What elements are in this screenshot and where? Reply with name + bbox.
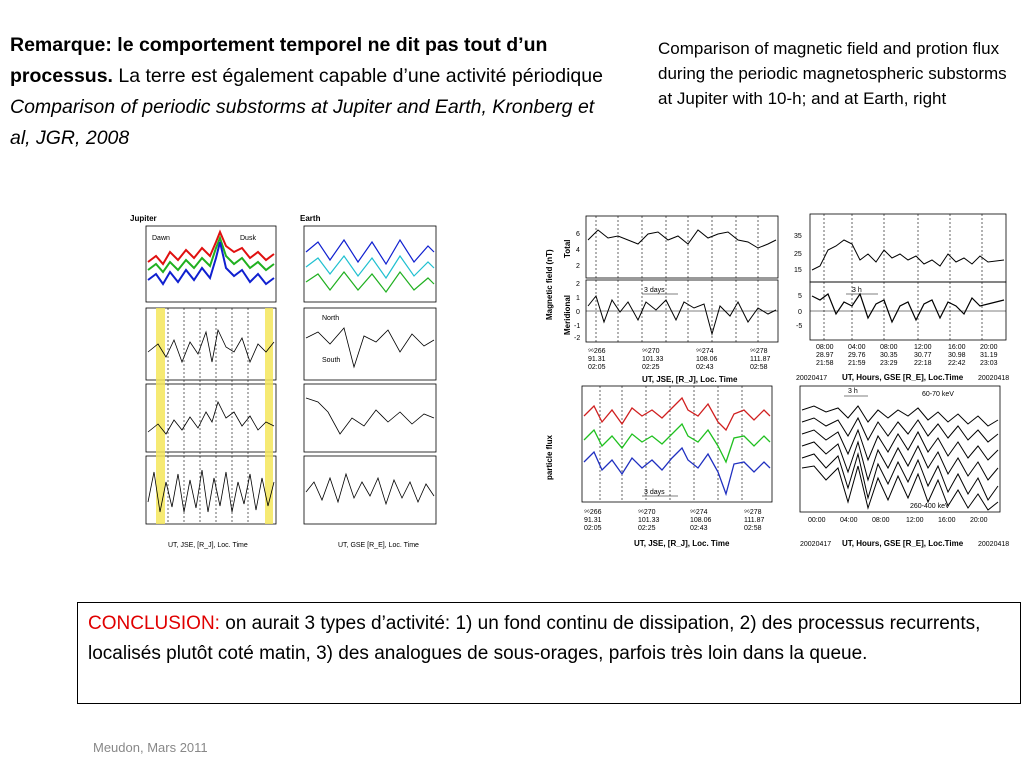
jupiter-panels bbox=[146, 226, 276, 524]
svg-text:-2: -2 bbox=[574, 335, 581, 342]
svg-text:02:58: 02:58 bbox=[744, 525, 762, 532]
svg-text:0: 0 bbox=[798, 309, 802, 316]
earth-time-ticks-top bbox=[816, 344, 998, 367]
three-days-label-bottom: 3 days bbox=[644, 489, 665, 496]
svg-text:6: 6 bbox=[576, 231, 580, 238]
svg-text:21:59: 21:59 bbox=[848, 360, 866, 367]
svg-text:04:00: 04:00 bbox=[840, 517, 858, 524]
earth-dashed-lines-right bbox=[824, 214, 982, 340]
jupiter-time-ticks-top bbox=[588, 348, 770, 371]
earth-flux-panel bbox=[800, 386, 1000, 512]
svg-text:⁹⁶266: ⁹⁶266 bbox=[584, 509, 602, 516]
jupiter-axis-label-top: UT, JSE, [R_J], Loc. Time bbox=[642, 375, 738, 384]
svg-text:108.06: 108.06 bbox=[690, 517, 712, 524]
meridional-label: Meridional bbox=[563, 294, 572, 335]
jupiter-flux-dashed-lines bbox=[600, 386, 742, 502]
jupiter-label: Jupiter bbox=[130, 214, 157, 223]
jupiter-spectral-index bbox=[148, 470, 274, 512]
svg-text:2: 2 bbox=[576, 281, 580, 288]
jupiter-axis-label-bottom: UT, JSE, [R_J], Loc. Time bbox=[634, 539, 730, 548]
svg-text:29.76: 29.76 bbox=[848, 352, 866, 359]
svg-text:111.87: 111.87 bbox=[750, 356, 771, 363]
figure-caption: Comparison of magnetic field and protion flux during the periodic magnetospheric substorms at Jupiter with 10-h; and at Earth, right bbox=[658, 39, 1007, 108]
svg-text:91.31: 91.31 bbox=[588, 356, 606, 363]
svg-text:16:00: 16:00 bbox=[948, 344, 966, 351]
svg-text:25: 25 bbox=[794, 251, 802, 258]
svg-text:101.33: 101.33 bbox=[638, 517, 660, 524]
conclusion-text: on aurait 3 types d’activité: 1) un fond continu de dissipation, 2) des processus recurrents, localisés plutôt coté matin, 3) des analogues de sous-orages, parfois très loin dans la queue. bbox=[88, 613, 981, 664]
svg-text:30.98: 30.98 bbox=[948, 352, 966, 359]
svg-text:-5: -5 bbox=[796, 323, 803, 330]
title-bold: Remarque: le comportement temporel ne dit pas tout d’un processus. bbox=[10, 34, 548, 87]
svg-text:⁹⁶278: ⁹⁶278 bbox=[744, 509, 762, 516]
earth-flux-cyan bbox=[306, 256, 434, 278]
total-label: Total bbox=[563, 239, 572, 258]
svg-text:12:00: 12:00 bbox=[914, 344, 932, 351]
svg-text:20:00: 20:00 bbox=[970, 517, 988, 524]
date-start: 20020417 bbox=[796, 375, 828, 382]
svg-text:0: 0 bbox=[576, 309, 580, 316]
dusk-label: Dusk bbox=[240, 235, 256, 242]
svg-text:35: 35 bbox=[794, 233, 802, 240]
earth-panels bbox=[304, 226, 436, 524]
svg-text:15: 15 bbox=[794, 267, 802, 274]
earth-hours-bottom bbox=[808, 517, 988, 524]
svg-text:30.35: 30.35 bbox=[880, 352, 898, 359]
date-start-bottom: 20020417 bbox=[800, 541, 832, 548]
dawn-label: Dawn bbox=[152, 235, 170, 242]
jupiter-mag-panels bbox=[586, 216, 778, 342]
svg-text:101.33: 101.33 bbox=[642, 356, 664, 363]
svg-text:2: 2 bbox=[576, 263, 580, 270]
ylabel-magnetic-field: Magnetic field (nT) bbox=[545, 249, 554, 320]
svg-text:22:42: 22:42 bbox=[948, 360, 966, 367]
svg-text:20:00: 20:00 bbox=[980, 344, 998, 351]
svg-text:4: 4 bbox=[576, 247, 580, 254]
jupiter-total-trace bbox=[588, 230, 776, 248]
footer-location-date: Meudon, Mars 2011 bbox=[93, 740, 208, 755]
svg-text:⁹⁶278: ⁹⁶278 bbox=[750, 348, 768, 355]
svg-text:02:25: 02:25 bbox=[638, 525, 656, 532]
svg-text:⁹⁶270: ⁹⁶270 bbox=[642, 348, 660, 355]
svg-text:04:00: 04:00 bbox=[848, 344, 866, 351]
svg-text:30.77: 30.77 bbox=[914, 352, 932, 359]
svg-text:-1: -1 bbox=[574, 323, 581, 330]
svg-text:31.19: 31.19 bbox=[980, 352, 998, 359]
conclusion-box bbox=[77, 602, 1021, 704]
earth-axis-label: UT, GSE [R_E], Loc. Time bbox=[338, 542, 419, 549]
earth-spectral-index bbox=[306, 474, 434, 504]
jupiter-mag-meridional bbox=[148, 330, 274, 362]
left-figure-jupiter-earth bbox=[108, 212, 446, 557]
earth-flux-traces bbox=[802, 406, 998, 510]
svg-text:08:00: 08:00 bbox=[872, 517, 890, 524]
svg-text:02:43: 02:43 bbox=[690, 525, 708, 532]
svg-text:91.31: 91.31 bbox=[584, 517, 602, 524]
flux-ylabel: particle flux bbox=[545, 435, 554, 480]
earth-mag-panels bbox=[810, 214, 1006, 340]
svg-text:23:29: 23:29 bbox=[880, 360, 898, 367]
svg-text:111.87: 111.87 bbox=[744, 517, 765, 524]
date-end: 20020418 bbox=[978, 375, 1010, 382]
jupiter-meridional-trace bbox=[588, 296, 776, 334]
earth-meridional-trace bbox=[812, 294, 1004, 322]
energy-high-label: 60-70 keV bbox=[922, 391, 954, 398]
svg-text:16:00: 16:00 bbox=[938, 517, 956, 524]
jupiter-dashed-lines-right bbox=[596, 216, 758, 342]
svg-text:28.97: 28.97 bbox=[816, 352, 834, 359]
svg-text:21:58: 21:58 bbox=[816, 360, 834, 367]
earth-mag-total bbox=[306, 398, 434, 434]
north-label: North bbox=[322, 315, 340, 322]
svg-text:1: 1 bbox=[576, 295, 580, 302]
three-days-label-top: 3 days bbox=[644, 287, 665, 294]
south-label: South bbox=[322, 357, 341, 364]
svg-text:08:00: 08:00 bbox=[880, 344, 898, 351]
svg-text:02:05: 02:05 bbox=[588, 364, 606, 371]
title-normal: La terre est également capable d’une activité périodique bbox=[112, 65, 603, 87]
svg-text:⁹⁶266: ⁹⁶266 bbox=[588, 348, 606, 355]
three-hours-label-top: 3 h bbox=[852, 287, 862, 294]
svg-text:00:00: 00:00 bbox=[808, 517, 826, 524]
three-hours-label-bottom: 3 h bbox=[848, 388, 858, 395]
earth-total-trace bbox=[812, 240, 1004, 270]
svg-text:23:03: 23:03 bbox=[980, 360, 998, 367]
slide-title bbox=[10, 30, 610, 154]
svg-text:⁹⁶274: ⁹⁶274 bbox=[690, 509, 708, 516]
earth-axis-label-bottom: UT, Hours, GSE [R_E], Loc.Time bbox=[842, 539, 964, 548]
svg-text:08:00: 08:00 bbox=[816, 344, 834, 351]
right-figure-periodic-substorms bbox=[538, 210, 1024, 552]
jupiter-axis-label: UT, JSE, [R_J], Loc. Time bbox=[168, 542, 248, 549]
svg-text:12:00: 12:00 bbox=[906, 517, 924, 524]
total-ticks bbox=[576, 231, 580, 270]
svg-text:⁹⁶274: ⁹⁶274 bbox=[696, 348, 714, 355]
earth-axis-label-top: UT, Hours, GSE [R_E], Loc.Time bbox=[842, 373, 964, 382]
svg-text:108.06: 108.06 bbox=[696, 356, 718, 363]
earth-total-ticks bbox=[794, 233, 802, 330]
svg-text:5: 5 bbox=[798, 293, 802, 300]
svg-text:02:58: 02:58 bbox=[750, 364, 768, 371]
jupiter-mag-total bbox=[148, 402, 274, 434]
title-citation: Comparison of periodic substorms at Jupiter and Earth, Kronberg et al, JGR, 2008 bbox=[10, 96, 595, 149]
jupiter-time-ticks-bottom bbox=[584, 509, 764, 532]
svg-text:02:25: 02:25 bbox=[642, 364, 660, 371]
svg-text:02:43: 02:43 bbox=[696, 364, 714, 371]
energy-low-label: 260-400 keV bbox=[910, 503, 950, 510]
svg-text:22:18: 22:18 bbox=[914, 360, 932, 367]
earth-label: Earth bbox=[300, 214, 321, 223]
svg-text:02:05: 02:05 bbox=[584, 525, 602, 532]
svg-text:⁹⁶270: ⁹⁶270 bbox=[638, 509, 656, 516]
date-end-bottom: 20020418 bbox=[978, 541, 1010, 548]
conclusion-label: CONCLUSION: bbox=[88, 613, 220, 634]
meridional-ticks bbox=[574, 281, 580, 342]
